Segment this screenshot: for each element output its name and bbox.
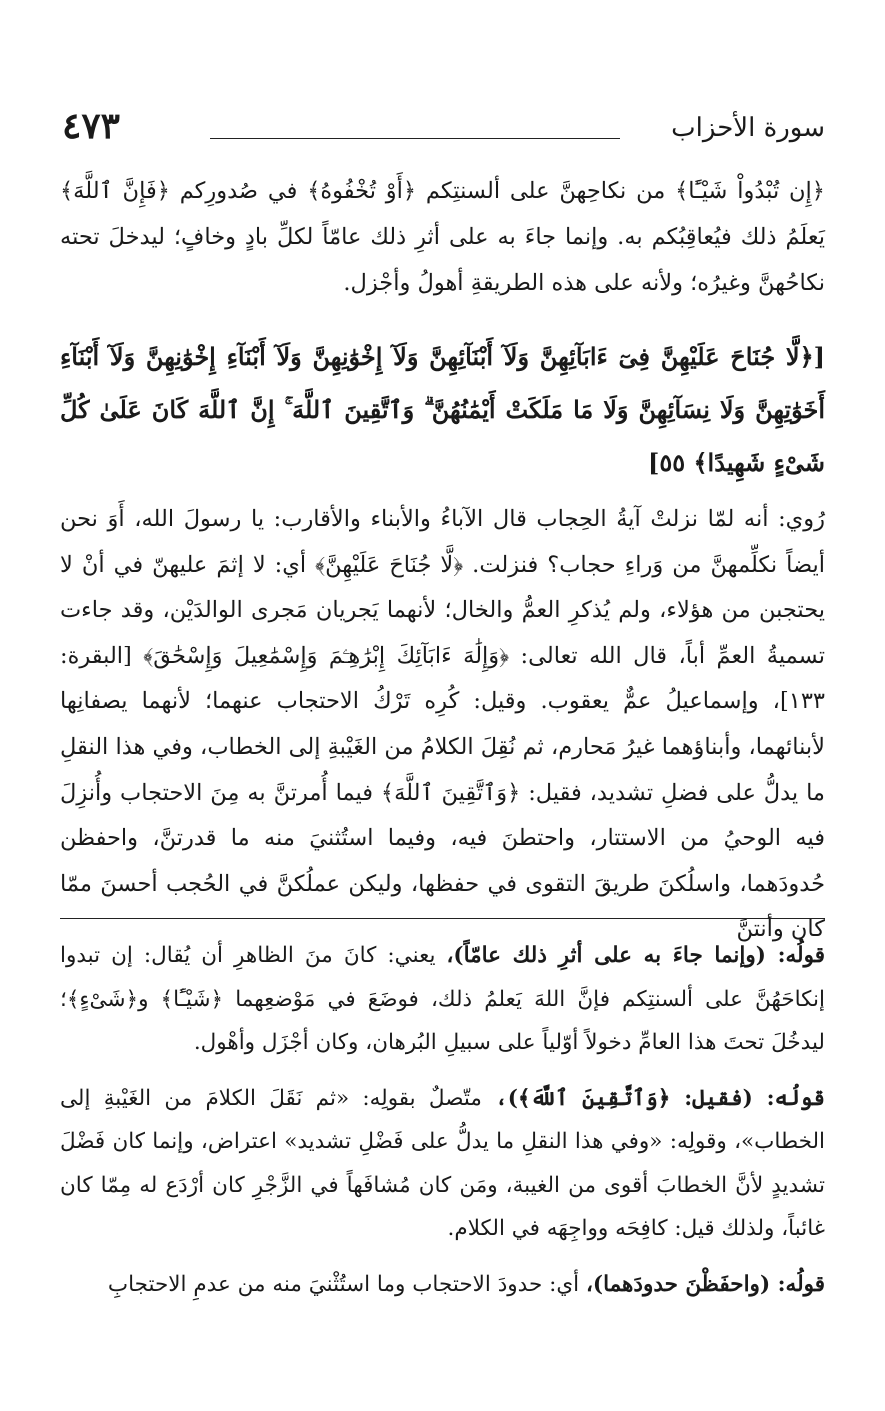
note-3 [60,1263,825,1307]
note-lead: قولُه: (فقيل: ﴿وَٱتَّقِينَ ٱللَّهَ﴾)، [495,1085,825,1111]
note-2 [60,1077,825,1251]
note-lead: قولُه: (واحفَظْنَ حدودَهما)، [585,1271,825,1297]
note-lead: قولُه: (وإنما جاءَ به على أثرِ ذلك عامّاً)، [446,943,825,968]
note-1 [60,934,825,1065]
note-text: يعني: كانَ منَ الظاهرِ أن يُقال: إن تبدوا إنكاحَهُنَّ على ألسنتِكم فإنَّ اللهَ يَعلمُ ذلك، فوضَعَ في مَوْضعِهما ﴿شَيْـًٔا﴾ و﴿شَىْءٍ﴾؛ ليدخُلَ تحتَ هذا العامِّ دخولاً أوّلياً على سبيلِ البُرهان، وكان أجْزَل وأهْول. [60,943,825,1055]
page-header [60,105,825,148]
commentary-paragraph-1: ﴿إِن تُبْدُواْ شَيْـًٔا﴾ من نكاحِهنَّ على ألسنتِكم ﴿أَوْ تُخْفُوهُ﴾ في صُدورِكم ﴿فَإِنَّ ٱللَّهَ﴾ يَعلَمُ ذلك فيُعاقِبُكم به. وإنما جاءَ به على أثرِ ذلك عامّاً لكلِّ بادٍ وخافٍ؛ ليدخلَ تحته نكاحُهنَّ وغيرُه؛ ولأنه على هذه الطريقةِ أهولُ وأجْزل. [60,178,825,296]
quran-verse: [﴿لَّا جُنَاحَ عَلَيْهِنَّ فِىٓ ءَابَآئِهِنَّ وَلَآ أَبْنَآئِهِنَّ وَلَآ إِخْوَٰنِهِنَّ وَلَآ أَبْنَآءِ إِخْوَٰنِهِنَّ وَلَآ أَبْنَآءِ أَخَوَٰتِهِنَّ وَلَا نِسَآئِهِنَّ وَلَا مَا مَلَكَتْ أَيْمَٰنُهُنَّ ۗ وَٱتَّقِينَ ٱللَّهَ ۚ إِنَّ ٱللَّهَ كَانَ عَلَىٰ كُلِّ شَىْءٍ شَهِيدًا﴾ ٥٥] [60,342,826,477]
footnote-separator [60,918,825,919]
marginal-notes [60,934,825,1318]
note-text: متّصلٌ بقولِه: «ثم نَقَلَ الكلامَ من الغَيْبةِ إلى الخطاب»، وقولِه: «وفي هذا النقلِ ما يدلُّ على فَضْلِ تشديد» اعتراض، وإنما كان فَضْلَ تشديدٍ لأنَّ الخطابَ أقوى من الغيبة، ومَن كان مُشافَهاً في الزَّجْرِ كان أرْدَع له مِمّا كان غائباً، ولذلك قيل: كافِحَه وواجِهَه في الكلام. [60,1085,825,1241]
commentary-paragraph-2: رُوي: أنه لمّا نزلتْ آيةُ الحِجاب قال الآباءُ والأبناء والأقارب: يا رسولَ الله، أَوَ نحن أيضاً نكلِّمهنَّ من وَراءِ حجاب؟ فنزلت. ﴿لَّا جُنَاحَ عَلَيْهِنَّ﴾ أي: لا إثمَ عليهنّ في أنْ لا يحتجبن من هؤلاء، ولم يُذكرِ العمُّ والخال؛ لأنهما يَجريان مَجرى الوالدَيْن، وقد جاءت تسميةُ العمِّ أباً، قال الله تعالى: ﴿وَإِلَٰهَ ءَابَآئِكَ إِبْرَٰهِـۧمَ وَإِسْمَٰعِيلَ وَإِسْحَٰقَ﴾ [البقرة: ١٣٣]، وإسماعيلُ عمٌّ يعقوب. وقيل: كُرِه تَرْكُ الاحتجاب عنهما؛ لأنهما يصفانِها لأبنائهما، وأبناؤهما غيرُ مَحارم، ثم نُقِلَ الكلامُ من الغَيْبةِ إلى الخطاب، وفي هذا النقلِ ما يدلُّ على فضلِ تشديد، فقيل: ﴿وَٱتَّقِينَ ٱللَّهَ﴾ فيما أُمرتنَّ به مِنَ الاحتجاب وأُنزِلَ فيه الوحيُ من الاستتار، واحتطنَ فيه، وفيما استُثنيَ منه ما قدرتنَّ، واحفظن حُدودَهما، واسلُكنَ طريقَ التقوى في حفظها، وليكن عملُكنَّ في الحُجب أحسنَ ممّا كان وأنتنَّ [59,506,825,943]
page-number: ٤٧٣ [62,105,121,147]
surah-title: سورة الأحزاب [671,113,825,143]
header-rule [210,138,620,139]
note-text: أي: حدودَ الاحتجاب وما استُثْنيَ منه من عدمِ الاحتجابِ [107,1271,586,1297]
